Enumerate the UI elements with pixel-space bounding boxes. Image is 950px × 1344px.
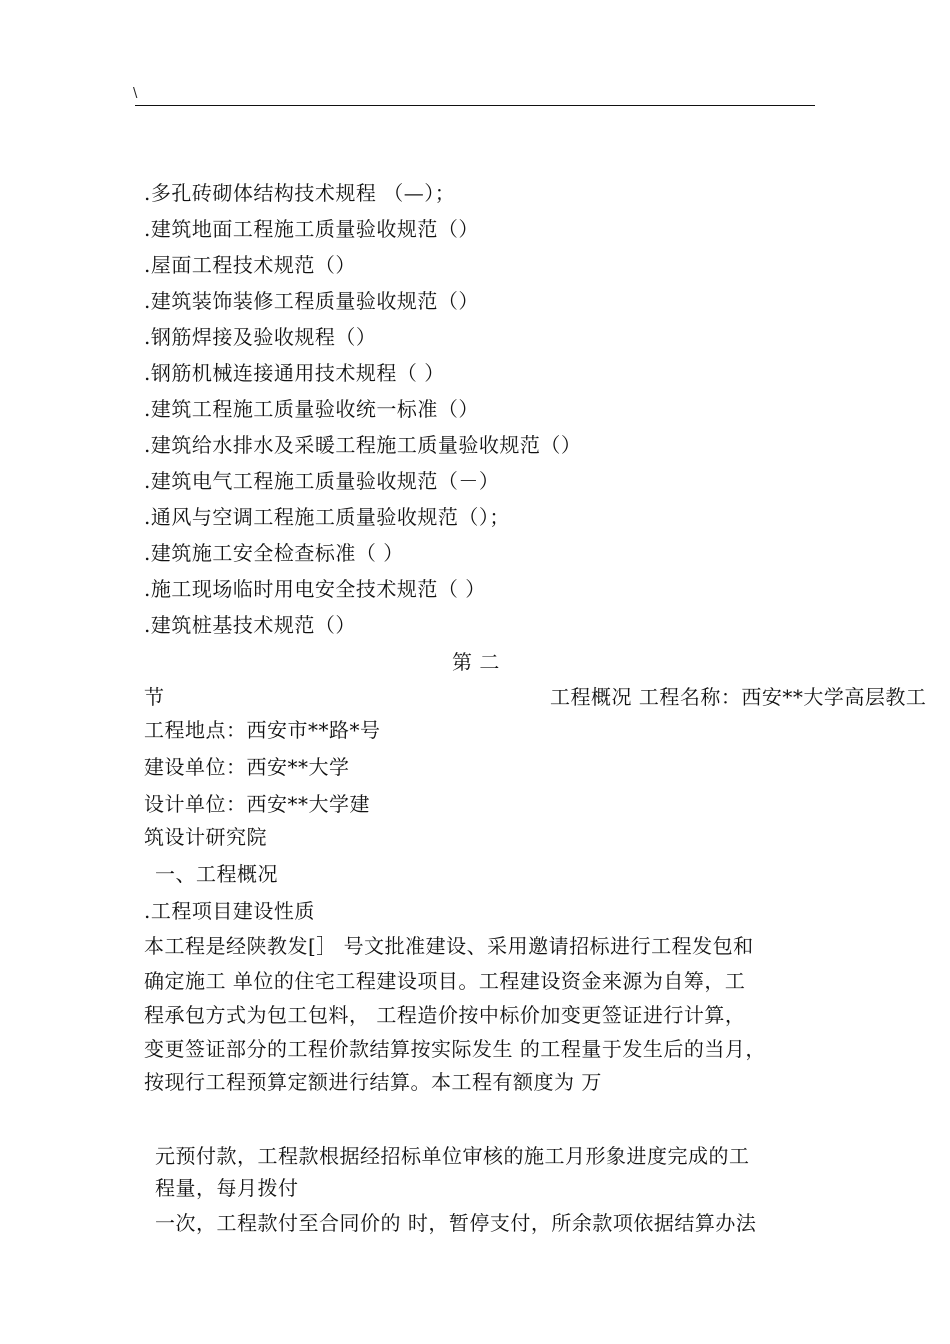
list-item: .通风与空调工程施工质量验收规范（）；: [144, 505, 510, 529]
section-heading-left: 节: [144, 685, 165, 709]
paragraph-line: 程量，每月拨付: [155, 1176, 299, 1200]
paragraph-line: 变更签证部分的工程价款结算按实际发生 的工程量于发生后的当月，: [144, 1037, 766, 1061]
list-item: .多孔砖砌体结构技术规程 （—）；: [144, 181, 456, 205]
header-rule: [135, 105, 815, 106]
list-item: .建筑电气工程施工质量验收规范（－）: [144, 469, 500, 493]
paragraph-line: 一次，工程款付至合同价的 时，暂停支付，所余款项依据结算办法: [155, 1211, 757, 1235]
paragraph-line: 本工程是经陕教发[］ 号文批准建设、采用邀请招标进行工程发包和: [144, 934, 754, 958]
paragraph-line: 按现行工程预算定额进行结算。本工程有额度为 万: [144, 1070, 602, 1094]
list-item: .钢筋机械连接通用技术规程（ ）: [144, 361, 445, 385]
list-item: .钢筋焊接及验收规程（）: [144, 325, 377, 349]
header-mark: \: [133, 86, 138, 101]
list-item: .建筑地面工程施工质量验收规范（）: [144, 217, 479, 241]
project-designer-cont: 筑设计研究院: [144, 825, 267, 849]
section-heading-top: 第 二: [452, 650, 500, 674]
list-item: .建筑桩基技术规范（）: [144, 613, 356, 637]
project-owner: 建设单位：西安**大学: [144, 755, 350, 779]
list-item: .屋面工程技术规范（）: [144, 253, 356, 277]
project-designer: 设计单位：西安**大学建: [144, 792, 370, 816]
list-item: .建筑装饰装修工程质量验收规范（）: [144, 289, 479, 313]
list-item: .建筑施工安全检查标准（ ）: [144, 541, 404, 565]
list-item: .建筑给水排水及采暖工程施工质量验收规范（）: [144, 433, 582, 457]
section-heading-right: 工程概况 工程名称：西安**大学高层教工: [550, 685, 927, 709]
paragraph-line: 确定施工 单位的住宅工程建设项目。工程建设资金来源为自筹，工: [144, 969, 746, 993]
paragraph-line: 元预付款，工程款根据经招标单位审核的施工月形象进度完成的工: [155, 1144, 750, 1168]
overview-subheading: .工程项目建设性质: [144, 899, 315, 923]
list-item: .施工现场临时用电安全技术规范（ ）: [144, 577, 486, 601]
overview-heading: 一、工程概况: [155, 862, 278, 886]
list-item: .建筑工程施工质量验收统一标准（）: [144, 397, 479, 421]
project-site: 工程地点：西安市**路*号: [144, 718, 381, 742]
paragraph-line: 程承包方式为包工包料， 工程造价按中标价加变更签证进行计算，: [144, 1003, 746, 1027]
